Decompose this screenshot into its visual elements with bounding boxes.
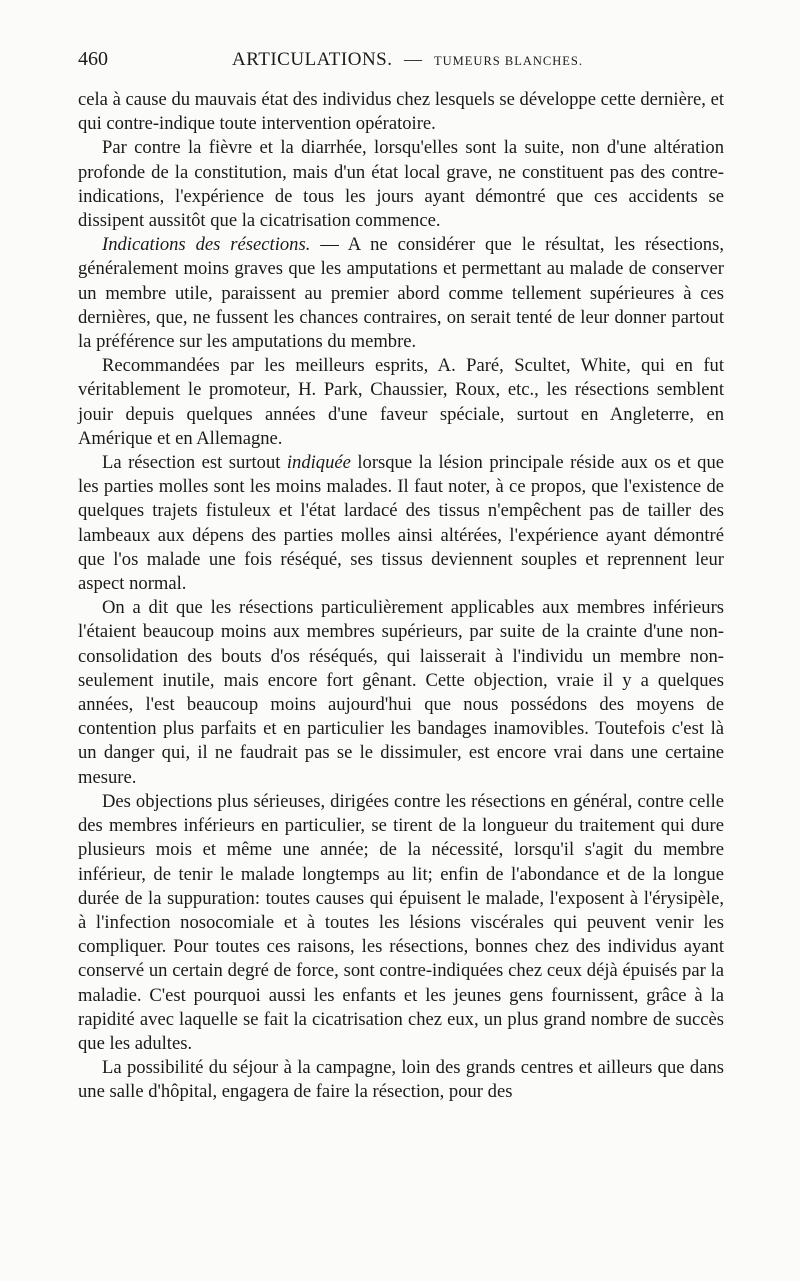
paragraph-text: Recommandées par les meilleurs esprits, A. Paré, Scultet, White, qui en fut véritablement le promoteur, H. Park, Chaussier, Roux, etc., les résections semblent jouir depuis quelques années d'une faveur spéciale, surtout en Angleterre, en Amérique et en Allemagne.: [78, 355, 724, 449]
paragraph-text: Des objections plus sérieuses, dirigées contre les résections en général, contre celle des membres inférieurs en particulier, se tirent de la longueur du traitement qui dure plusieurs mois et même une année; de la nécessité, lorsqu'il s'agit du membre inférieur, de tenir le malade longtemps au lit; enfin de l'abondance et de la longue durée de la suppuration: toutes causes qui épuisent le malade, l'exposent à l'érysipèle, à l'infection nosocomiale et à toutes les lésions viscérales qui peuvent venir les compliquer. Pour toutes ces raisons, les résections, bonnes chez des individus ayant conservé un certain degré de force, sont contre-indiquées chez ceux déjà épuisés par la maladie. C'est pourquoi aussi les enfants et les jeunes gens fournissent, grâce à la rapidité avec laquelle se fait la cicatrisation chez eux, un plus grand nombre de succès que les adultes.: [78, 790, 724, 1054]
paragraph: [78, 354, 724, 451]
emphasis: indiquée: [286, 452, 351, 474]
paragraph: [78, 88, 724, 136]
section-title: TUMEURS BLANCHES.: [434, 54, 583, 68]
running-header: [78, 48, 724, 78]
title-separator: —: [404, 49, 423, 69]
paragraph-text: — A ne considérer que le résultat, les résections, généralement moins graves que les amputations et permettant au malade de conserver un membre utile, paraissent au premier abord comme tellement supérieures à ces dernières, que, ne fussent les chances contraires, on serait tenté de leur donner partout la préférence sur les amputations du membre.: [78, 234, 724, 353]
chapter-title: ARTICULATIONS.: [232, 49, 393, 70]
paragraph: [78, 596, 724, 790]
section-heading: Indications des résections.: [102, 234, 311, 256]
paragraph-text: Par contre la fièvre et la diarrhée, lorsqu'elles sont la suite, non d'une altération profonde de la constitution, mais d'un état local grave, ne constituent pas des contre-indications, l'expérience de tous les jours ayant démontré que ces accidents se dissipent aussitôt que la cicatrisation commence.: [78, 137, 724, 232]
paragraph-text: On a dit que les résections particulièrement applicables aux membres inférieurs l'étaient beaucoup moins aux membres supérieurs, par suite de la crainte d'une non-consolidation des bouts d'os réséqués, qui laisserait à l'individu un membre non-seulement inutile, mais encore fort gênant. Cette objection, vraie il y a quelques années, l'est beaucoup moins aujourd'hui que nous possédons des moyens de contention plus parfaits et en particulier les bandages inamovibles. Toutefois c'est là un danger qui, il ne faudrait pas se le dissimuler, est encore vrai dans une certaine mesure.: [78, 597, 724, 788]
paragraph-text: La possibilité du séjour à la campagne, loin des grands centres et ailleurs que dans une salle d'hôpital, engagera de faire la résection, pour des: [78, 1057, 724, 1103]
paragraph: [78, 790, 724, 1056]
running-title: [232, 48, 583, 71]
paragraph: [78, 451, 724, 596]
paragraph: [78, 1056, 724, 1104]
page-number: 460: [78, 48, 108, 70]
body-text: [78, 88, 724, 1105]
paragraph: [78, 233, 724, 354]
paragraph-text: La résection est surtout: [102, 452, 287, 474]
paragraph: [78, 136, 724, 233]
paragraph-text: lorsque la lésion principale réside aux os et que les parties molles sont les moins malades. Il faut noter, à ce propos, que l'existence de quelques trajets fistuleux et l'état lardacé des tissus n'empêchent pas de tailler des lambeaux aux dépens des parties molles ainsi altérées, l'expérience ayant démontré que l'os malade une fois réséqué, ses tissus deviennent souples et reprennent leur aspect normal.: [78, 452, 724, 595]
paragraph-text: cela à cause du mauvais état des individus chez lesquels se développe cette dernière, et qui contre-indique toute intervention opératoire.: [78, 89, 724, 135]
